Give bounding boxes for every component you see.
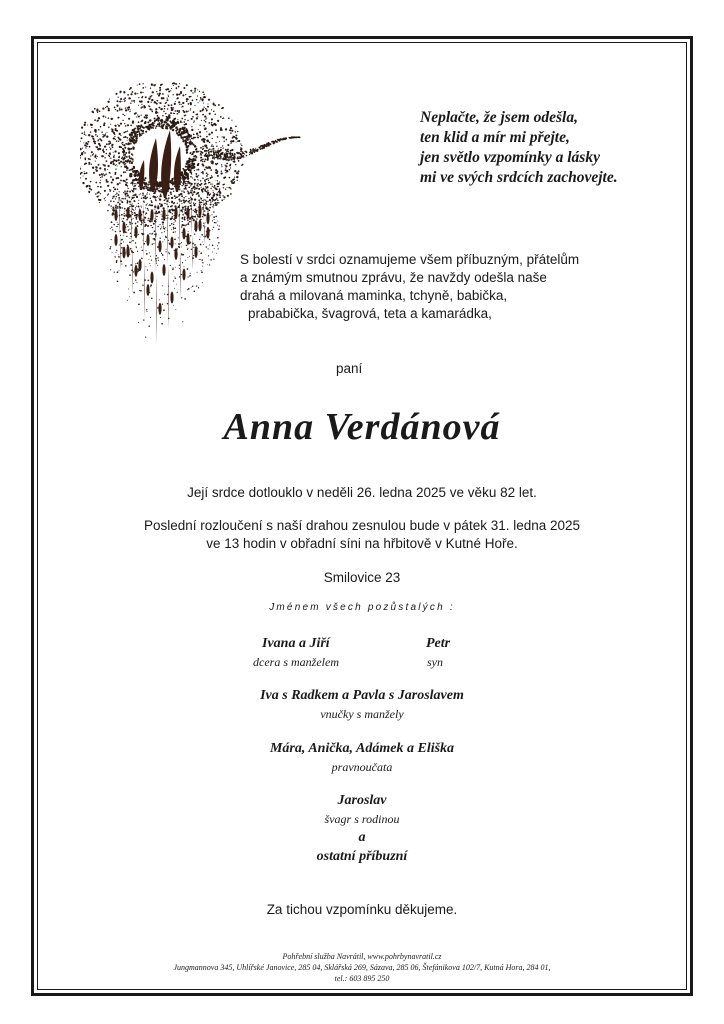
poem-line: jen světlo vzpomínky a lásky — [420, 149, 600, 166]
family-grandchildren-name: Iva s Radkem a Pavla s Jaroslavem — [260, 688, 464, 703]
announcement-line: a známým smutnou zprávu, že navždy odešla naše — [240, 270, 547, 285]
family-son-relation: syn — [427, 655, 443, 669]
honorific: paní — [336, 361, 363, 376]
death-notice: Její srdce dotlouklo v neděli 26. ledna 2025 ve věku 82 let. — [187, 485, 537, 500]
footer-addresses: Jungmannova 345, Uhlířské Janovice, 285 04, Sklářská 269, Sázava, 285 06, Štefánikova 102/7, Kutná Hora, 284 01, — [173, 963, 551, 972]
family-brother-in-law-relation: švagr s rodinou — [324, 812, 400, 826]
family-brother-in-law-name: Jaroslav — [337, 793, 387, 808]
on-behalf-heading: Jménem všech pozůstalých : — [269, 602, 455, 613]
family-grandchildren-relation: vnučky s manžely — [320, 707, 404, 721]
address: Smilovice 23 — [323, 570, 401, 585]
farewell-line-2: ve 13 hodin v obřadní síni na hřbitově v Kutné Hoře. — [206, 536, 518, 551]
farewell-line-1: Poslední rozloučení s naší drahou zesnulou bude v pátek 31. ledna 2025 — [143, 518, 581, 533]
announcement-line: drahá a milovaná maminka, tchyně, babička, — [240, 288, 508, 303]
footer-phone: tel.: 603 895 250 — [334, 974, 390, 983]
family-conjunction: a — [358, 830, 366, 845]
footer-funeral-service: Pohřební služba Navrátil, www.pohrbynavratil.cz — [282, 952, 442, 961]
poem-line: Neplačte, že jsem odešla, — [420, 109, 578, 126]
poem-line: mi ve svých srdcích zachovejte. — [420, 169, 618, 186]
announcement-text — [240, 251, 580, 323]
family-daughter-relation: dcera s manželem — [253, 655, 339, 669]
poem-line: ten klid a mír mi přejte, — [420, 129, 570, 146]
family-great-grandchildren-name: Mára, Anička, Adámek a Eliška — [269, 741, 455, 756]
family-daughter-name: Ivana a Jiří — [262, 636, 330, 651]
family-others: ostatní příbuzní — [316, 849, 408, 864]
family-son-name: Petr — [426, 636, 451, 651]
announcement-line: S bolestí v srdci oznamujeme všem příbuzným, přátelům — [240, 252, 580, 267]
deceased-name: Anna Verdánová — [223, 406, 501, 448]
family-great-grandchildren-relation: pravnoučata — [331, 760, 393, 774]
memorial-poem — [420, 108, 670, 188]
thanks-line: Za tichou vzpomínku děkujeme. — [266, 902, 458, 917]
announcement-line: prababička, švagrová, teta a kamarádka, — [248, 306, 492, 321]
